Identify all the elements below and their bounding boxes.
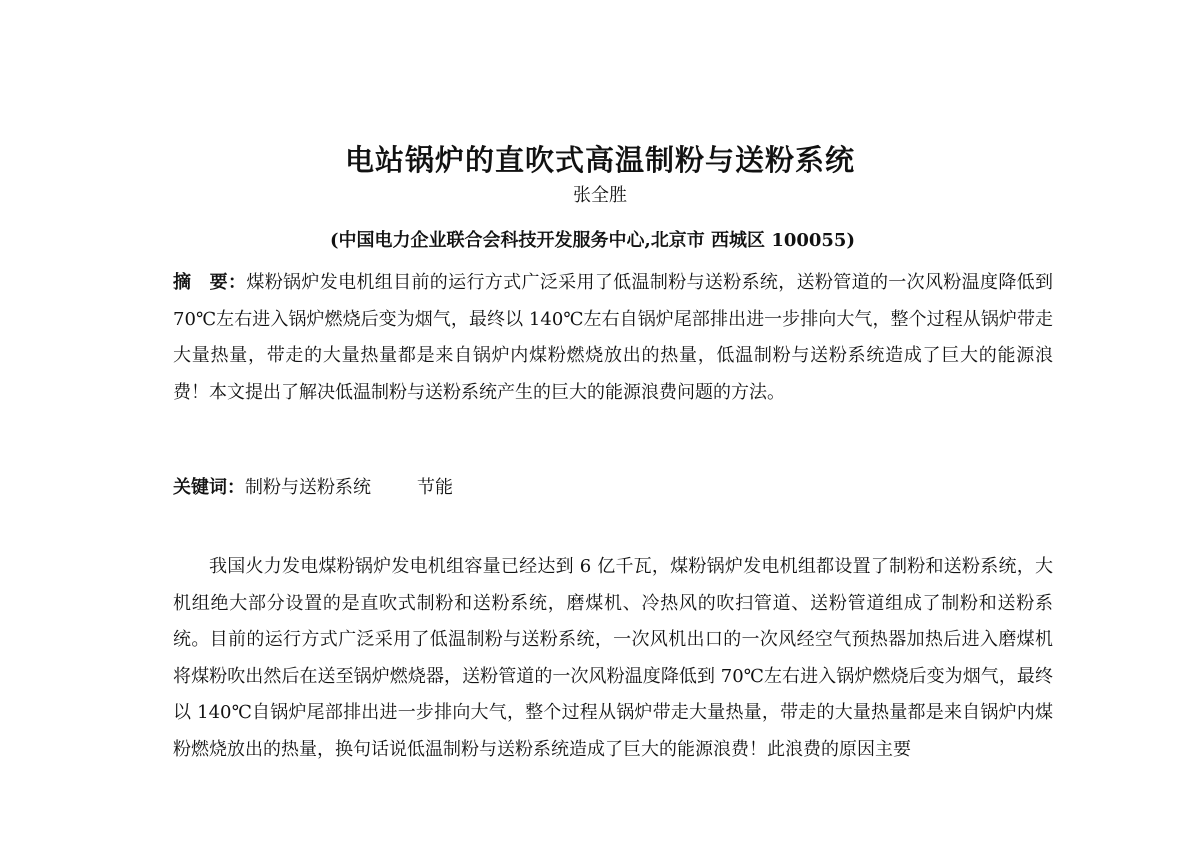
keywords-label: 关键词：	[173, 477, 245, 498]
abstract-text: 煤粉锅炉发电机组目前的运行方式广泛采用了低温制粉与送粉系统，送粉管道的一次风粉温度降低到 70℃左右进入锅炉燃烧后变为烟气，最终以 140℃左右自锅炉尾部排出进一步排向大气，整个过程从锅炉带走大量热量，带走的大量热量都是来自锅炉内煤粉燃烧放出的热量，低温制粉与送粉系统造成了巨大的能源浪费！本文提出了解决低温制粉与送粉系统产生的巨大的能源浪费问题的方法。	[173, 272, 1054, 403]
keyword-item: 节能	[417, 477, 453, 498]
body-paragraph: 我国火力发电煤粉锅炉发电机组容量已经达到 6 亿千瓦，煤粉锅炉发电机组都设置了制粉和送粉系统，大机组绝大部分设置的是直吹式制粉和送粉系统，磨煤机、冷热风的吹扫管道、送粉管道组成了制粉和送粉系统。目前的运行方式广泛采用了低温制粉与送粉系统，一次风机出口的一次风经空气预热器加热后进入磨煤机将煤粉吹出然后在送至锅炉燃烧器，送粉管道的一次风粉温度降低到 70℃左右进入锅炉燃烧后变为烟气，最终以 140℃自锅炉尾部排出进一步排向大气，整个过程从锅炉带走大量热量，带走的大量热量都是来自锅炉内煤粉燃烧放出的热量，换句话说低温制粉与送粉系统造成了巨大的能源浪费！此浪费的原因主要	[173, 556, 1053, 760]
keywords-line	[173, 473, 453, 503]
abstract-block	[173, 265, 1053, 411]
abstract-label: 摘 要：	[173, 272, 247, 293]
keyword-item: 制粉与送粉系统	[245, 477, 371, 498]
paper-affiliation: (中国电力企业联合会科技开发服务中心,北京市 西城区 100055)	[330, 230, 855, 251]
paper-title: 电站锅炉的直吹式高温制粉与送粉系统	[344, 143, 855, 177]
paper-author: 张全胜	[573, 185, 627, 206]
